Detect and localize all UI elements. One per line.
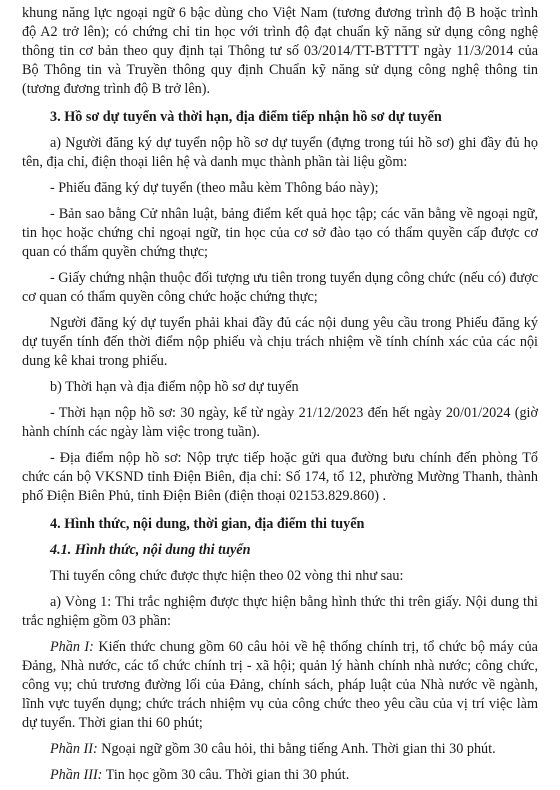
part-2-label: Phần II: (50, 741, 98, 757)
section-4-1-heading: 4.1. Hình thức, nội dung thi tuyển (50, 542, 251, 558)
part-2-text: Ngoại ngữ gồm 30 câu hỏi, thi bằng tiếng Anh. Thời gian thi 30 phút. (97, 741, 496, 757)
part-3-paragraph (22, 766, 538, 785)
part-2-paragraph (22, 740, 538, 759)
document-list-item-3: - Giấy chứng nhận thuộc đối tượng ưu tiên trong tuyển dụng công chức (nếu có) được cơ quan có thẩm quyền công chức hoặc chứng thực; (22, 270, 538, 305)
document-list-item-1: - Phiếu đăng ký dự tuyển (theo mẫu kèm Thông báo này); (50, 180, 379, 196)
section-4-heading: 4. Hình thức, nội dung, thời gian, địa điểm thi tuyển (50, 516, 365, 532)
document-list-item-2: - Bản sao bằng Cử nhân luật, bảng điểm kết quả học tập; các văn bằng về ngoại ngữ, tin học hoặc chứng chỉ ngoại ngữ, tin học của cơ sở đào tạo có thẩm quyền cấp được cơ quan có thẩm quyền chứng thực; (22, 206, 538, 260)
submission-deadline: - Thời hạn nộp hồ sơ: 30 ngày, kể từ ngày 21/12/2023 đến hết ngày 20/01/2024 (giờ hành chính các ngày làm việc trong tuần). (22, 405, 538, 440)
section-3-heading: 3. Hồ sơ dự tuyển và thời hạn, địa điểm tiếp nhận hồ sơ dự tuyển (50, 109, 442, 125)
part-3-label: Phần III: (50, 767, 103, 783)
submission-location: - Địa điểm nộp hồ sơ: Nộp trực tiếp hoặc gửi qua đường bưu chính đến phòng Tổ chức cán bộ VKSND tỉnh Điện Biên, địa chỉ: Số 174, tổ 12, phường Mường Thanh, thành phố Điện Biên Phủ, tỉnh Điện Biên (điện thoại 02153.829.860) . (22, 450, 538, 504)
exam-rounds-intro: Thi tuyển công chức được thực hiện theo 02 vòng thi như sau: (50, 568, 404, 584)
section-3-a: a) Người đăng ký dự tuyển nộp hồ sơ dự tuyển (đựng trong túi hồ sơ) ghi đầy đủ họ tên, địa chỉ, điện thoại liên hệ và danh mục thành phần tài liệu gồm: (22, 135, 538, 170)
intro-paragraph: khung năng lực ngoại ngữ 6 bậc dùng cho Việt Nam (tương đương trình độ B hoặc trình độ A2 trở lên); có chứng chỉ tin học với trình độ đạt chuẩn kỹ năng sử dụng công nghệ thông tin cơ bản theo quy định tại Thông tư số 03/2014/TT-BTTTT ngày 11/3/2014 của Bộ Thông tin và Truyền thông quy định Chuẩn kỹ năng sử dụng công nghệ thông tin (tương đương trình độ B trở lên). (22, 5, 538, 97)
part-1-paragraph (22, 638, 538, 733)
part-3-text: Tin học gồm 30 câu. Thời gian thi 30 phút. (102, 767, 350, 783)
section-3-b: b) Thời hạn và địa điểm nộp hồ sơ dự tuyển (50, 379, 299, 395)
declaration-note: Người đăng ký dự tuyển phải khai đầy đủ các nội dung yêu cầu trong Phiếu đăng ký dự tuyển tính đến thời điểm nộp phiếu và chịu trách nhiệm về tính chính xác của các nội dung kê khai trong phiếu. (22, 315, 538, 369)
part-1-text: Kiến thức chung gồm 60 câu hỏi về hệ thống chính trị, tổ chức bộ máy của Đảng, Nhà nước, các tổ chức chính trị - xã hội; quản lý hành chính nhà nước; công chức, công vụ; chủ trương đường lối của Đảng, chính sách, pháp luật của Nhà nước về ngành, lĩnh vực tuyển dụng; chức trách nhiệm vụ của công chức theo yêu cầu của vị trí việc làm dự tuyển. Thời gian thi 60 phút; (22, 639, 538, 731)
round-1-description: a) Vòng 1: Thi trắc nghiệm được thực hiện bằng hình thức thi trên giấy. Nội dung thi trắc nghiệm gồm 03 phần: (22, 594, 538, 629)
part-1-label: Phần I: (50, 639, 94, 655)
